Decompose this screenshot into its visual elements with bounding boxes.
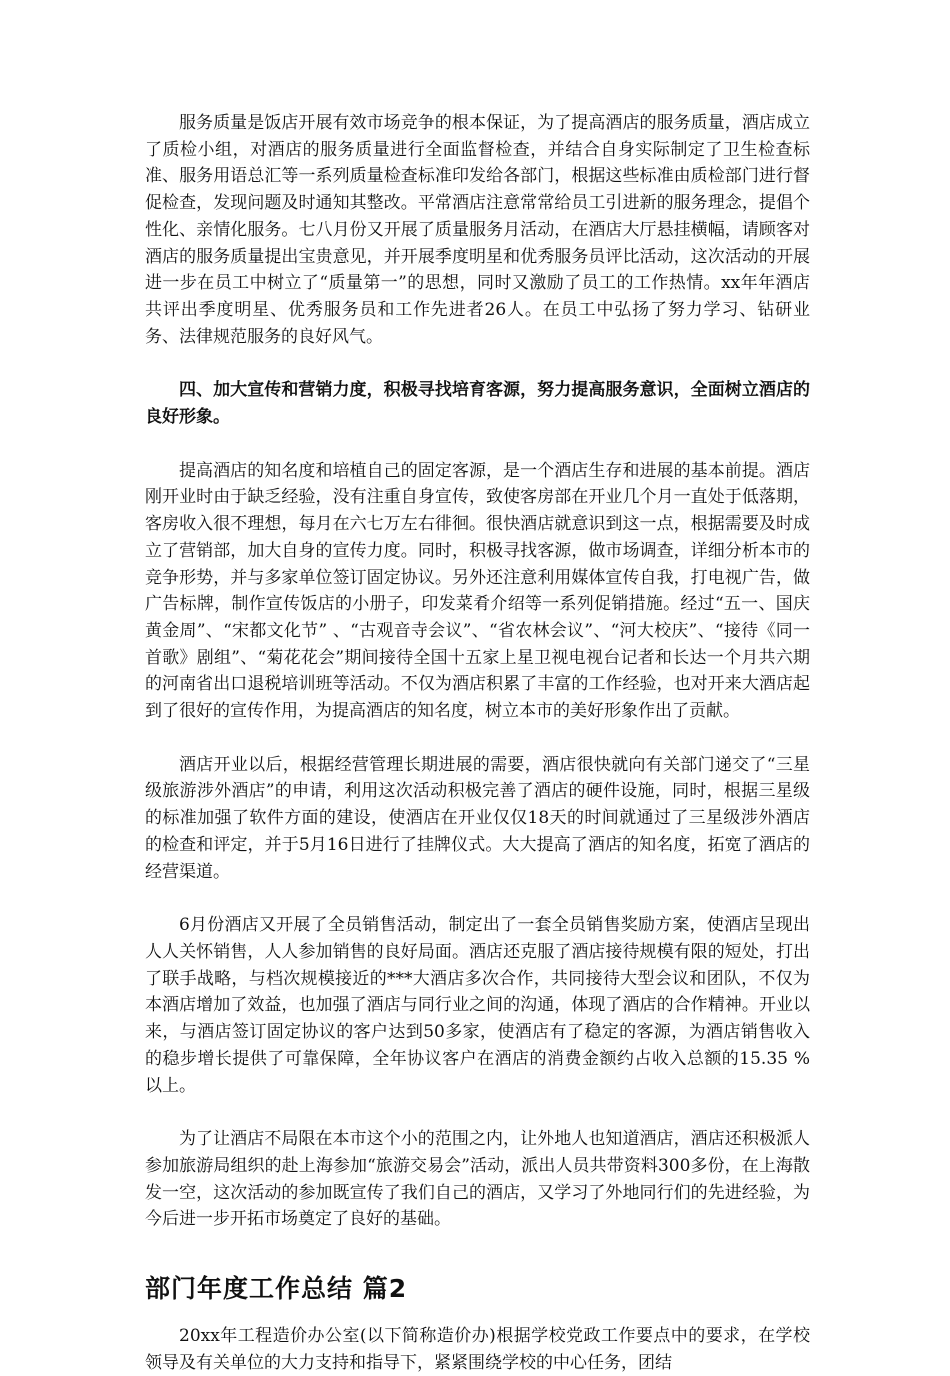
section-title: 部门年度工作总结 篇2 <box>145 1274 408 1304</box>
paragraph-sales-activity: 6月份酒店又开展了全员销售活动，制定出了一套全员销售奖励方案，使酒店呈现出人人关怀销售，人人参加销售的良好局面。酒店还克服了酒店接待规模有限的短处，打出了联手战略，与档次规模接近的***大酒店多次合作，共同接待大型会议和团队，不仅为本酒店增加了效益，也加强了酒店与同行业之间的沟通，体现了酒店的合作精神。开业以来，与酒店签订固定协议的客户达到50多家，使酒店有了稳定的客源，为酒店销售收入的稳步增长提供了可靠保障，全年协议客户在酒店的消费金额约占收入总额的15.35 %以上。 <box>145 915 810 1096</box>
paragraph-publicity: 提高酒店的知名度和培植自己的固定客源，是一个酒店生存和进展的基本前提。酒店刚开业时由于缺乏经验，没有注重自身宣传，致使客房部在开业几个月一直处于低落期，客房收入很不理想，每月在六七万左右徘徊。很快酒店就意识到这一点，根据需要及时成立了营销部，加大自身的宣传力度。同时，积极寻找客源，做市场调查，详细分析本市的竞争形势，并与多家单位签订固定协议。另外还注意利用媒体宣传自我，打电视广告，做广告标牌，制作宣传饭店的小册子，印发菜肴介绍等一系列促销措施。经过“五一、国庆黄金周”、“宋都文化节” 、“古观音寺会议”、“省农林会议”、“河大校庆”、“接待《同一首歌》剧组”、“菊花花会”期间接待全国十五家上星卫视电视台记者和长达一个月共六期的河南省出口退税培训班等活动。不仅为酒店积累了丰富的工作经验，也对开来大酒店起到了很好的宣传作用，为提高酒店的知名度，树立本市的美好形象作出了贡献。 <box>145 460 810 722</box>
heading-section-four: 四、加大宣传和营销力度，积极寻找培育客源，努力提高服务意识，全面树立酒店的良好形象。 <box>145 380 810 428</box>
paragraph-service-quality: 服务质量是饭店开展有效市场竞争的根本保证，为了提高酒店的服务质量，酒店成立了质检小组，对酒店的服务质量进行全面监督检查，并结合自身实际制定了卫生检查标准、服务用语总汇等一系列质量检查标准印发给各部门，根据这些标准由质检部门进行督促检查，发现问题及时通知其整改。平常酒店注意常常给员工引进新的服务理念，提倡个性化、亲情化服务。七八月份又开展了质量服务月活动，在酒店大厅悬挂横幅，请顾客对酒店的服务质量提出宝贵意见，并开展季度明星和优秀服务员评比活动，这次活动的开展进一步在员工中树立了“质量第一”的思想，同时又激励了员工的工作热情。xx年年酒店共评出季度明星、优秀服务员和工作先进者26人。在员工中弘扬了努力学习、钻研业务、法律规范服务的良好风气。 <box>145 113 810 347</box>
paragraph-three-star: 酒店开业以后，根据经营管理长期进展的需要，酒店很快就向有关部门递交了“三星级旅游涉外酒店”的申请，利用这次活动积极完善了酒店的硬件设施，同时，根据三星级的标准加强了软件方面的建设，使酒店在开业仅仅18天的时间就通过了三星级涉外酒店的检查和评定，并于5月16日进行了挂牌仪式。大大提高了酒店的知名度，拓宽了酒店的经营渠道。 <box>145 754 810 882</box>
paragraph-cost-office: 20xx年工程造价办公室(以下简称造价办)根据学校党政工作要点中的要求，在学校领导及有关单位的大力支持和指导下，紧紧围绕学校的中心任务，团结 <box>145 1326 810 1373</box>
paragraph-shanghai-expo: 为了让酒店不局限在本市这个小的范围之内，让外地人也知道酒店，酒店还积极派人参加旅游局组织的赴上海参加“旅游交易会”活动，派出人员共带资料300多份，在上海散发一空，这次活动的参加既宣传了我们自己的酒店，又学习了外地同行们的先进经验，为今后进一步开拓市场奠定了良好的基础。 <box>145 1129 810 1230</box>
document-page <box>145 110 810 1376</box>
